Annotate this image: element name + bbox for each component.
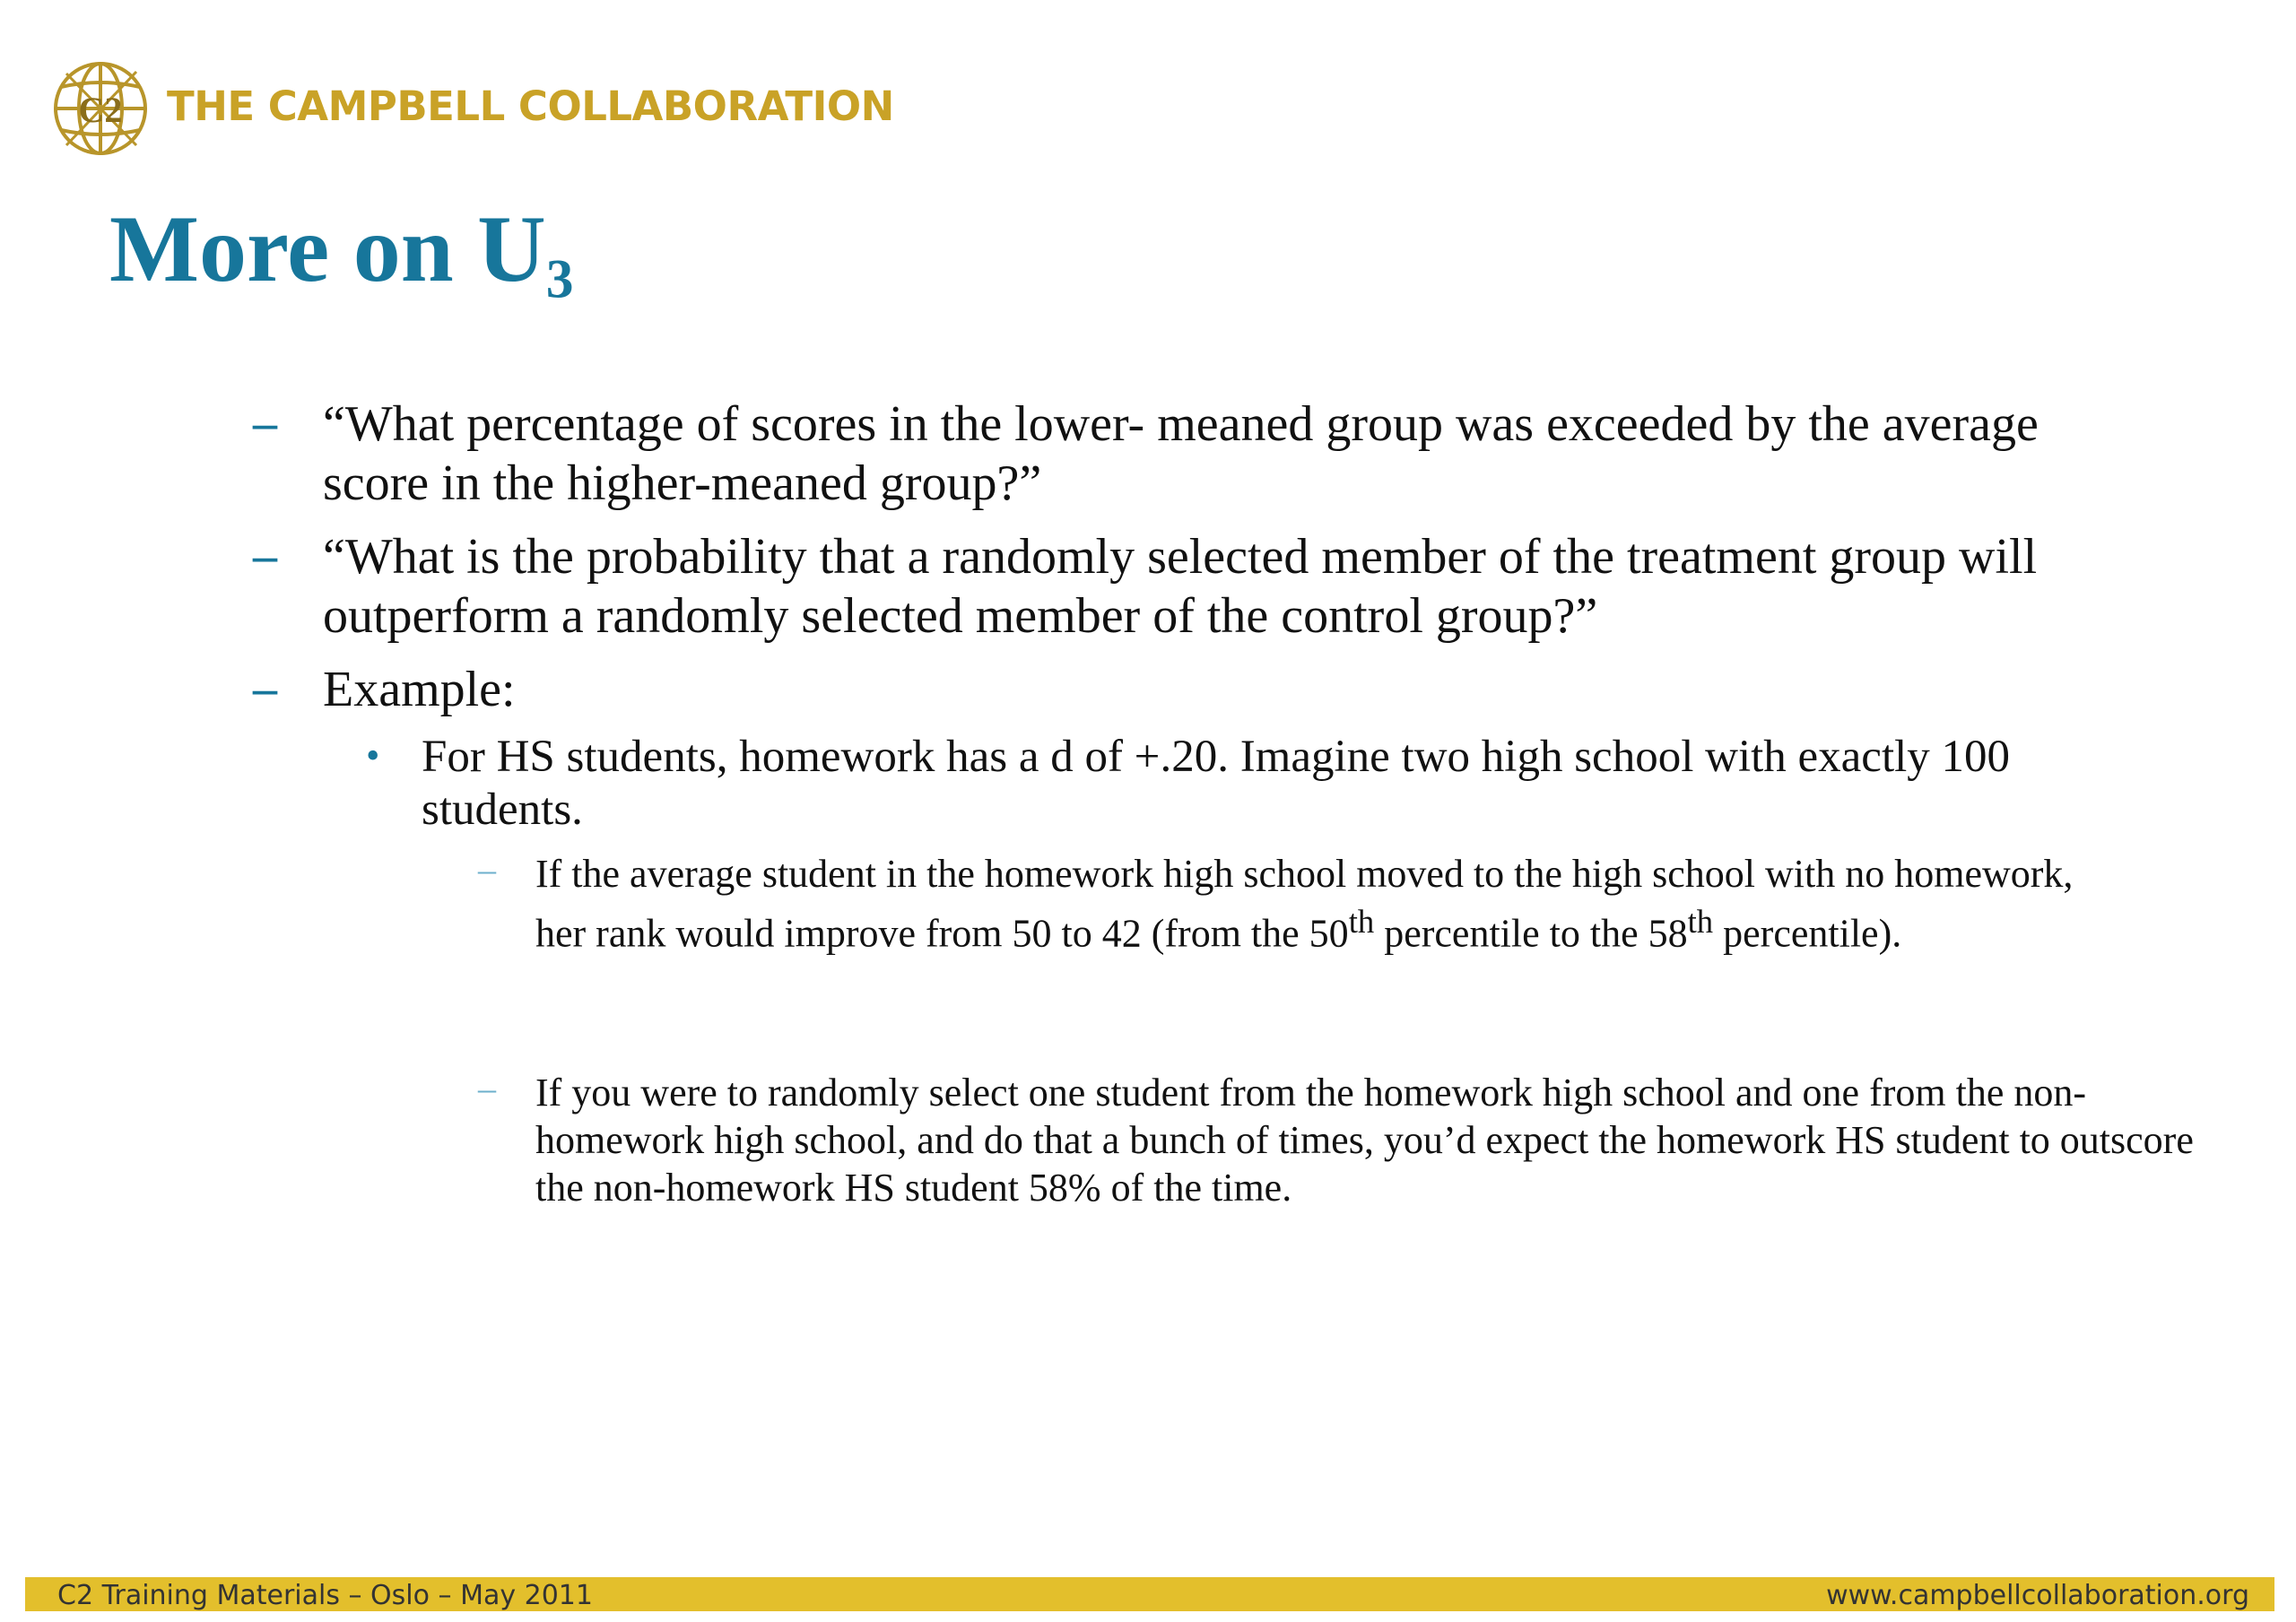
item-text: If the average student in the homework high school moved to the high school with no homework, her rank would improve from 50 to 42 (from the 50th percentile to the 58th percentile). bbox=[535, 852, 2074, 956]
dash-bullet: – bbox=[478, 1068, 496, 1108]
campbell-logo-icon bbox=[50, 56, 151, 161]
list-item bbox=[478, 849, 2123, 958]
slide-title bbox=[109, 196, 574, 310]
svg-text:C2: C2 bbox=[78, 90, 123, 130]
footer-website-link[interactable]: www.campbellcollaboration.org bbox=[1826, 1580, 2249, 1611]
list-item bbox=[366, 731, 2166, 837]
list-item bbox=[253, 527, 2135, 646]
title-subscript: 3 bbox=[545, 248, 574, 310]
dash-bullet: – bbox=[253, 661, 277, 715]
item-text: If you were to randomly select one student from the homework high school and one from the non-homework high school, and do that a bunch of times, you’d expect the homework HS student to outscore the non-homework HS student 58% of the time. bbox=[535, 1071, 2194, 1210]
dash-bullet: – bbox=[478, 849, 496, 889]
dash-bullet: – bbox=[253, 528, 277, 582]
list-item bbox=[253, 395, 2081, 513]
superscript: th bbox=[1348, 903, 1375, 940]
item-text: “What is the probability that a randomly selected member of the treatment group will outperform a randomly selected member of the control group?” bbox=[323, 529, 2038, 644]
title-main: More on U bbox=[109, 196, 546, 301]
item-text: Example: bbox=[323, 662, 516, 717]
superscript: th bbox=[1687, 903, 1714, 940]
item-text: “What percentage of scores in the lower- meaned group was exceeded by the average score in the higher-meaned group?” bbox=[323, 396, 2039, 511]
org-name: THE CAMPBELL COLLABORATION bbox=[167, 82, 894, 130]
dot-bullet: • bbox=[366, 733, 380, 777]
footer-course-label: C2 Training Materials – Oslo – May 2011 bbox=[57, 1580, 593, 1611]
list-item bbox=[253, 660, 2027, 719]
dash-bullet: – bbox=[253, 395, 277, 449]
list-item bbox=[478, 1068, 2204, 1211]
item-text: For HS students, homework has a d of +.20. Imagine two high school with exactly 100 students. bbox=[422, 732, 2011, 835]
